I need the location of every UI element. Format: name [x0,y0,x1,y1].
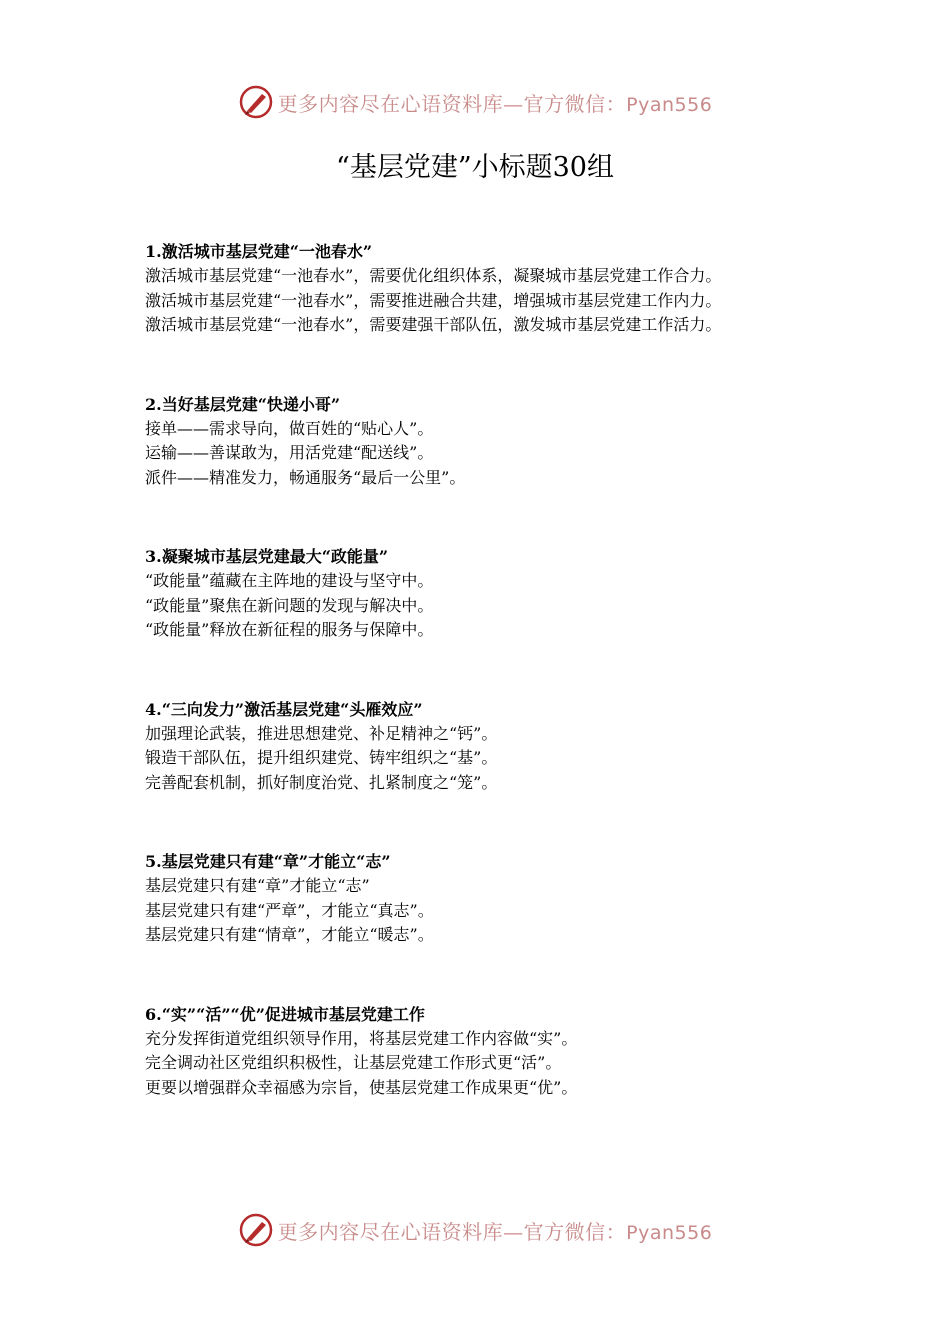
section-heading: 6.“实”“活”“优”促进城市基层党建工作 [145,1004,425,1024]
paragraph-line: 完善配套机制，抓好制度治党、扎紧制度之“笼”。 [145,772,498,792]
paragraph-line: “政能量”聚焦在新问题的发现与解决中。 [145,595,434,615]
footer-banner [0,1210,950,1250]
header-banner [0,82,950,122]
paragraph-line: 基层党建只有建“章”才能立“志” [145,876,370,895]
paragraph-line: 激活城市基层党建“一池春水”，需要优化组织体系，凝聚城市基层党建工作合力。 [145,266,722,285]
page-title: “基层党建”小标题30组 [336,152,614,183]
paragraph-line: 更要以增强群众幸福感为宗旨，使基层党建工作成果更“优”。 [145,1077,578,1097]
section-heading: 2.当好基层党建“快递小哥” [145,394,341,414]
wechat-id: Pyan556 [626,93,713,116]
section-heading: 1.激活城市基层党建“一池春水” [145,242,373,261]
paragraph-line: 运输——善谋敢为，用活党建“配送线”。 [145,443,434,462]
section-heading: 5.基层党建只有建“章”才能立“志” [145,852,391,871]
paragraph-line: 激活城市基层党建“一池春水”，需要推进融合共建，增强城市基层党建工作内力。 [145,290,722,310]
paragraph-line: 完全调动社区党组织积极性，让基层党建工作形式更“活”。 [145,1053,562,1072]
paragraph-line: 接单——需求导向，做百姓的“贴心人”。 [145,418,434,438]
pen-logo-icon [238,84,274,120]
banner-text: 更多内容尽在心语资料库—官方微信：Pyan556 [277,91,713,116]
paragraph-line: 锻造干部队伍，提升组织建党、铸牢组织之“基”。 [145,748,498,767]
paragraph-line: 激活城市基层党建“一池春水”，需要建强干部队伍，激发城市基层党建工作活力。 [145,315,722,334]
paragraph-line: 派件——精准发力，畅通服务“最后一公里”。 [145,467,466,487]
section-5 [145,850,810,948]
section-heading: 4.“三向发力”激活基层党建“头雁效应” [145,699,423,719]
paragraph-line: 基层党建只有建“情章”，才能立“暖志”。 [145,925,434,944]
section-6 [145,1003,810,1101]
wechat-id: Pyan556 [626,1221,713,1244]
section-4 [145,698,810,796]
banner-text: 更多内容尽在心语资料库—官方微信：Pyan556 [277,1219,713,1244]
section-1 [145,240,810,338]
pen-logo-icon [238,1212,274,1248]
section-3 [145,545,810,643]
paragraph-line: 加强理论武装，推进思想建党、补足精神之“钙”。 [145,723,498,743]
paragraph-line: “政能量”释放在新征程的服务与保障中。 [145,620,434,639]
paragraph-line: 充分发挥街道党组织领导作用，将基层党建工作内容做“实”。 [145,1028,578,1048]
section-heading: 3.凝聚城市基层党建最大“政能量” [145,547,389,566]
document-body [145,240,810,1155]
paragraph-line: “政能量”蕴藏在主阵地的建设与坚守中。 [145,571,434,590]
paragraph-line: 基层党建只有建“严章”，才能立“真志”。 [145,900,434,920]
section-2 [145,393,810,491]
